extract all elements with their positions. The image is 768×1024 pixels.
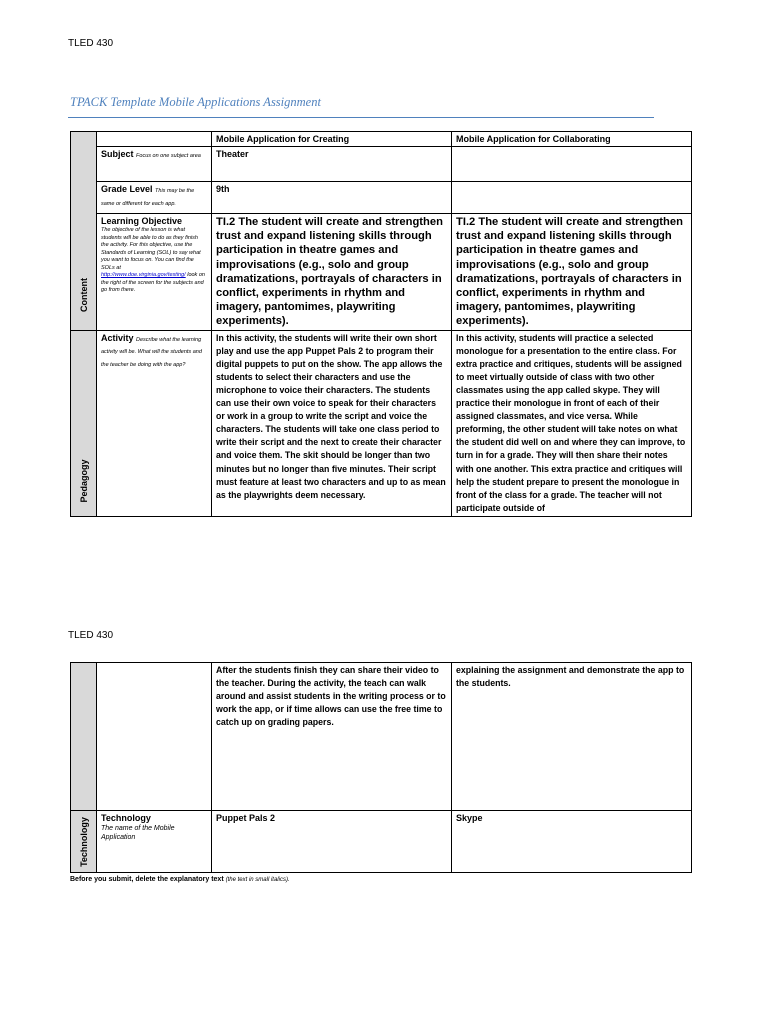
grade-note: This may be the same or different for each app. bbox=[101, 188, 195, 207]
activity-creating-continued: After the students finish they can share their video to the teacher. During the activity, the teach can walk around and assist students in the writing process or to work the app, or if time allows can use the free time to catch up on grading papers. bbox=[212, 663, 452, 811]
grade-collaborating bbox=[452, 182, 692, 214]
content-label: Content bbox=[78, 278, 89, 312]
tpack-table-page1 bbox=[70, 131, 692, 517]
objective-label-cell bbox=[97, 214, 212, 331]
objective-creating: TI.2 The student will create and strengthen trust and expand listening skills through participation in theatre games and improvisations (e.g., solo and group dramatizations, portrayals of characters in conflict, experiments in rhythm and imagery, pantomimes, playwriting experiments). bbox=[212, 214, 452, 331]
grade-label: Grade Level bbox=[101, 184, 153, 194]
technology-collaborating: Skype bbox=[452, 811, 692, 873]
subject-creating: Theater bbox=[212, 147, 452, 182]
objective-collaborating: TI.2 The student will create and strengthen trust and expand listening skills through participation in theatre games and improvisations (e.g., solo and group dramatizations, portrayals of characters in conflict, experiments in rhythm and imagery, pantomimes, playwriting experiments). bbox=[452, 214, 692, 331]
technology-label-cell bbox=[97, 811, 212, 873]
sol-link[interactable]: http://www.doe.virginia.gov/testing/ bbox=[101, 272, 186, 278]
side-pedagogy-continued bbox=[71, 663, 97, 811]
subject-label-cell bbox=[97, 147, 212, 182]
submission-note-italic: (the text in small italics). bbox=[225, 877, 290, 883]
column-header-creating: Mobile Application for Creating bbox=[212, 132, 452, 147]
subject-collaborating bbox=[452, 147, 692, 182]
column-header-collaborating: Mobile Application for Collaborating bbox=[452, 132, 692, 147]
technology-note: The name of the Mobile Application bbox=[101, 825, 175, 841]
continued-label-cell bbox=[97, 663, 212, 811]
activity-creating: In this activity, the students will write their own short play and use the app Puppet Pals 2 to program their digital puppets to put on the show. The app allows the students to select their characters and use the microphone to voice their characters. The students can use their own voice to speak for their characters or work in a group to write the script and voice the characters. The students will take one class period to write their script and the next to create their character and voice them. The skit should be longer than two minutes but no longer than five minutes. Their script must feature at least two characters and up to as mean as the playwrights deem necessary. bbox=[212, 330, 452, 516]
objective-note: The objective of the lesson is what students will be able to do as they finish the activity. For this objective, use the Standards of Learning (SOL) to say what you want to focus on. You can find the SOLs at http://www.doe.virginia.gov/testing/ look on the right of the screen for the subjects and go from there. bbox=[101, 227, 205, 293]
activity-collaborating: In this activity, students will practice a selected monologue for a presentation to the entire class. For extra practice and critiques, students will be assigned to meet virtually outside of class with two other classmates using the app called skype. They will practice their monologue in front of each of their assigned classmates, and vice versa. While preforming, the other student will take notes on what the student did well on and where they can improve, to turn in for a grade. They will then share their notes with one another. This extra practice and critiques will help the student prepare to present the monologue in front of the class for a grade. The teacher will not participate outside of bbox=[452, 330, 692, 516]
header-empty-cell bbox=[97, 132, 212, 147]
document-title: TPACK Template Mobile Applications Assignment bbox=[70, 95, 321, 109]
submission-note: Before you submit, delete the explanatory text (the text in small italics). bbox=[70, 876, 290, 883]
activity-label-cell bbox=[97, 330, 212, 516]
side-technology bbox=[71, 811, 97, 873]
activity-note: Describe what the learning activity will be. What will the students and the teacher be doing with the app? bbox=[101, 336, 202, 368]
page-header: TLED 430 bbox=[68, 38, 114, 49]
technology-side-label: Technology bbox=[78, 817, 89, 867]
tpack-table-page2 bbox=[70, 662, 692, 873]
subject-label: Subject bbox=[101, 149, 134, 159]
technology-creating: Puppet Pals 2 bbox=[212, 811, 452, 873]
pedagogy-label: Pedagogy bbox=[78, 459, 89, 503]
objective-label: Learning Objective bbox=[101, 216, 183, 226]
grade-creating: 9th bbox=[212, 182, 452, 214]
grade-label-cell bbox=[97, 182, 212, 214]
technology-label: Technology bbox=[101, 813, 151, 823]
activity-collaborating-continued: explaining the assignment and demonstrate the app to the students. bbox=[452, 663, 692, 811]
subject-note: Focus on one subject area bbox=[136, 153, 201, 159]
title-rule bbox=[68, 117, 654, 118]
activity-label: Activity bbox=[101, 332, 134, 343]
side-pedagogy bbox=[71, 330, 97, 516]
page2-header: TLED 430 bbox=[68, 630, 114, 641]
side-content bbox=[71, 132, 97, 331]
